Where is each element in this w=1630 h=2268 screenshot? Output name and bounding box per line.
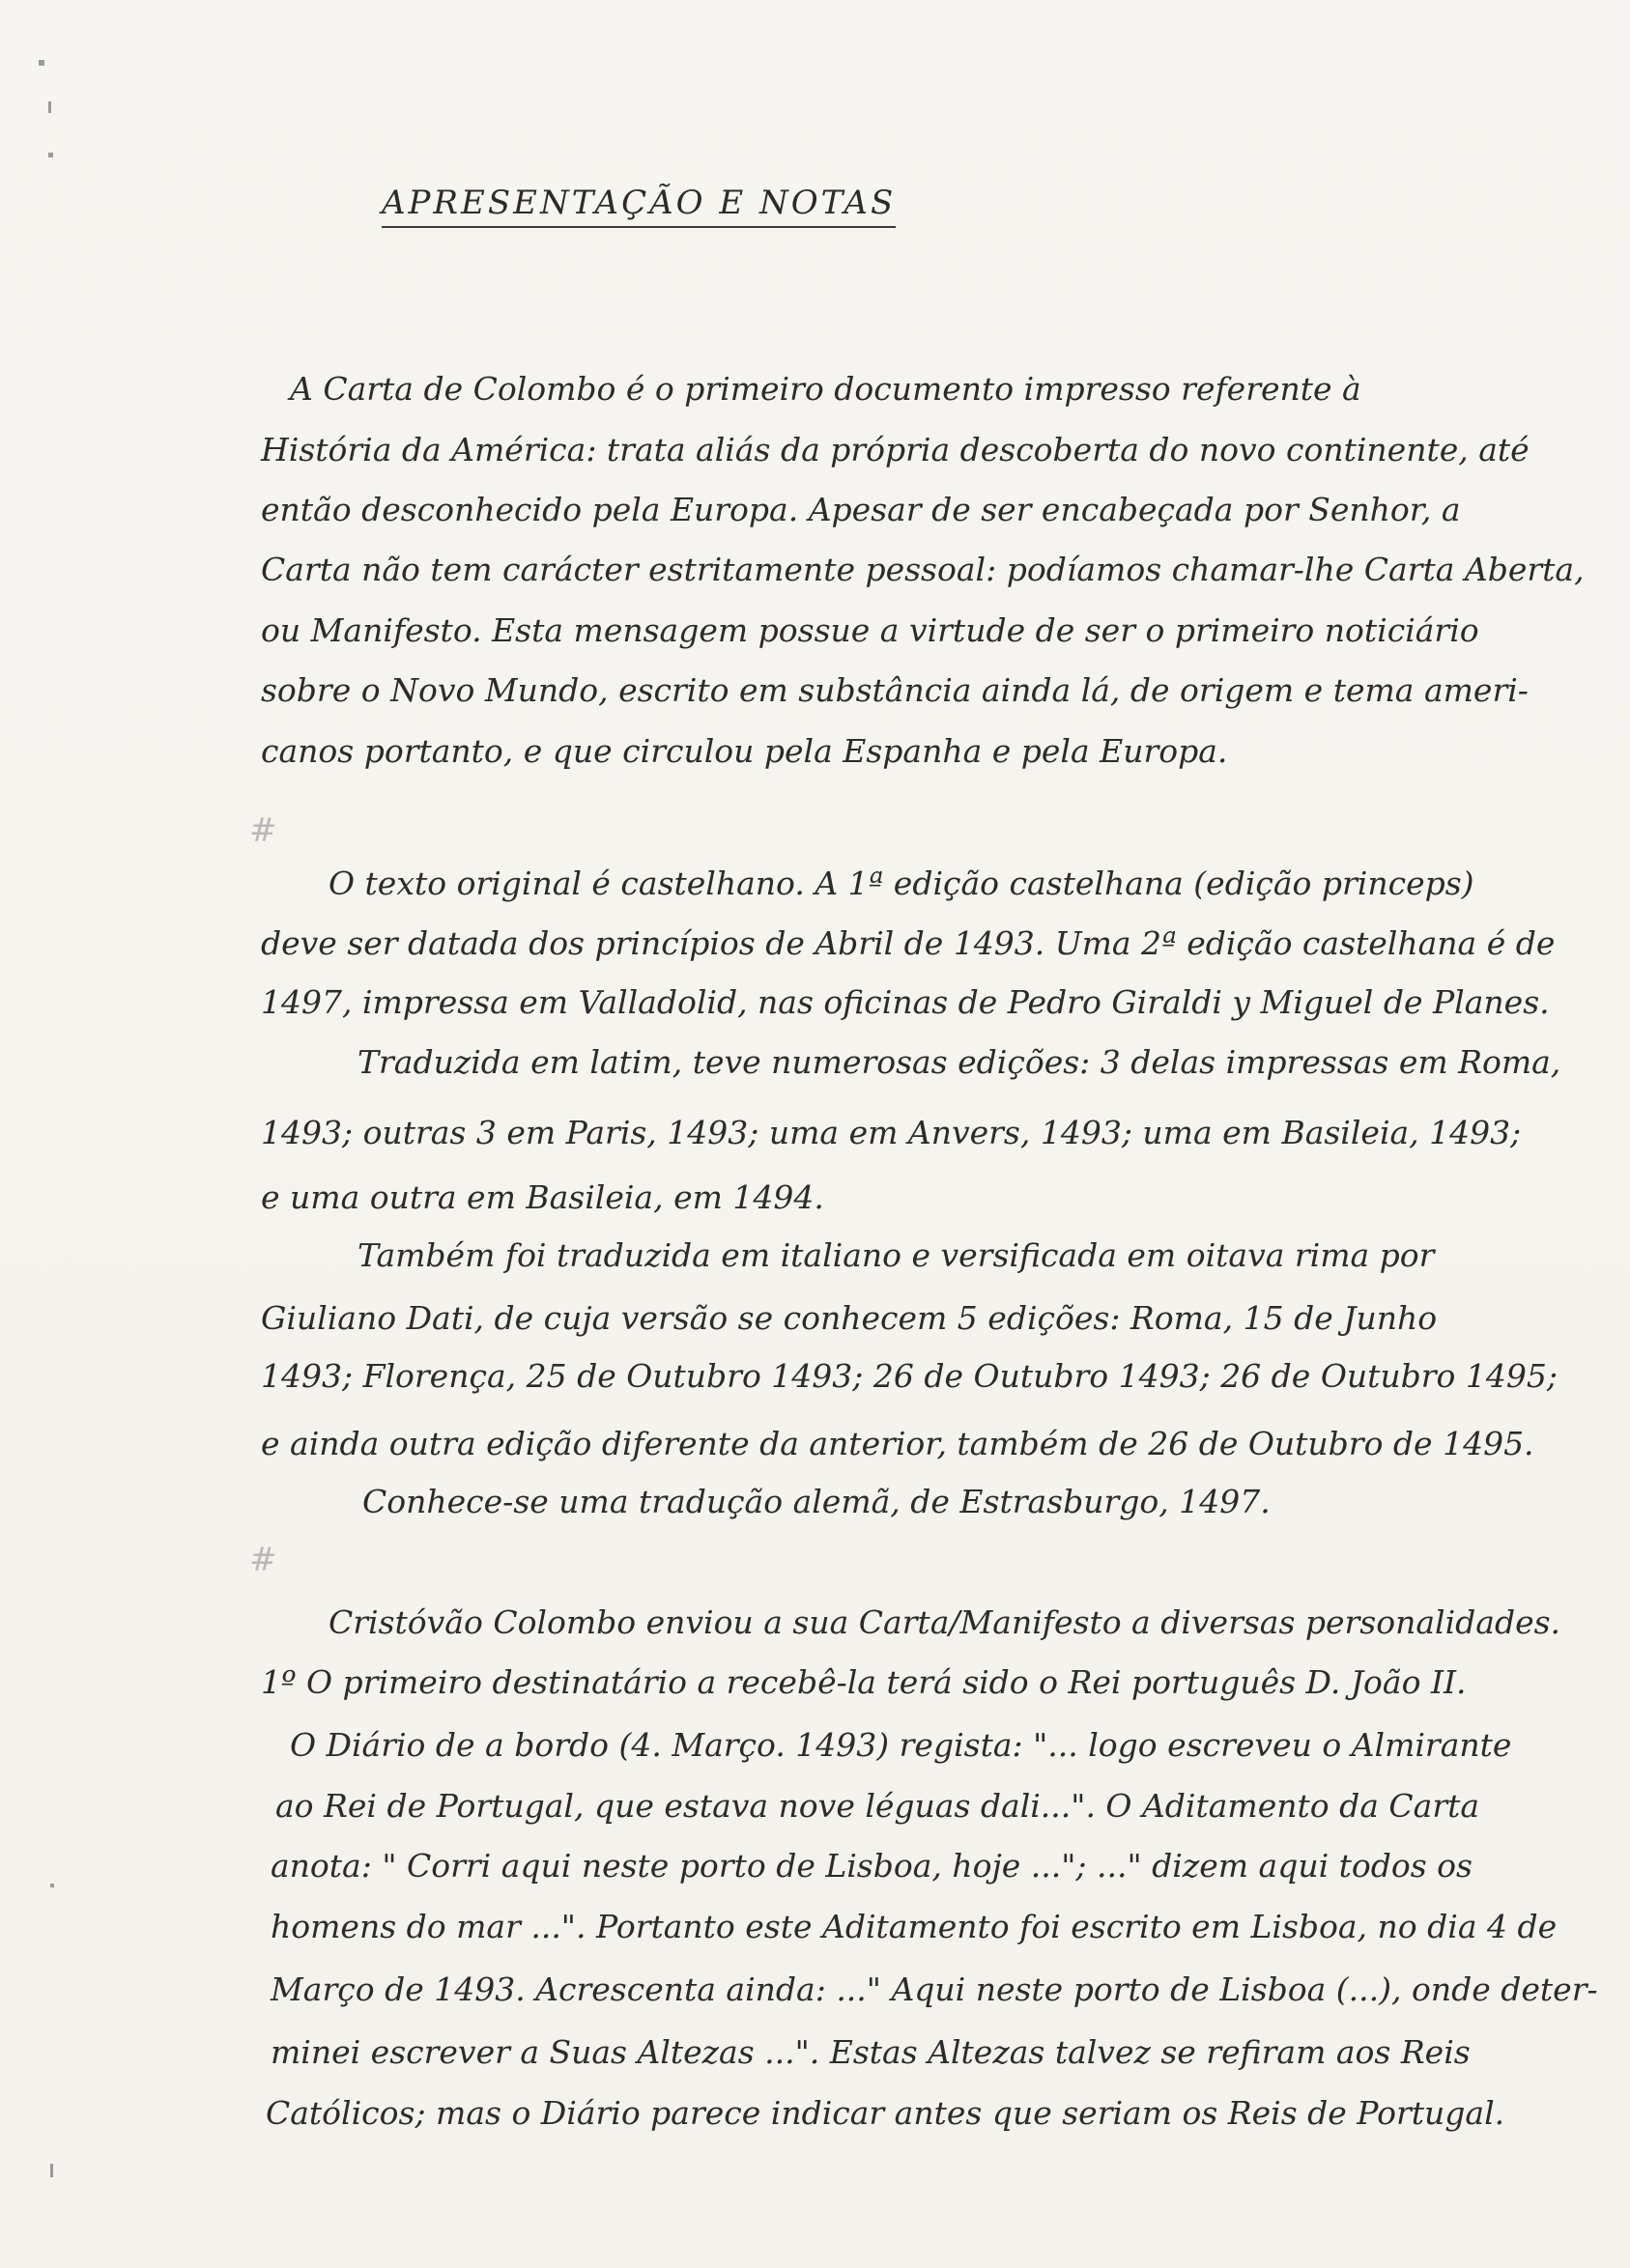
paragraph-line: A Carta de Colombo é o primeiro documento impresso referente à	[290, 370, 1361, 408]
paragraph-line: Março de 1493. Acrescenta ainda: ..." Aqui neste porto de Lisboa (...), onde deter-	[271, 1970, 1598, 2008]
section-mark: #	[249, 811, 277, 850]
margin-mark	[50, 1884, 54, 1887]
paragraph-line: homens do mar ...". Portanto este Aditamento foi escrito em Lisboa, no dia 4 de	[271, 1908, 1558, 1945]
paragraph-line: então desconhecido pela Europa. Apesar de ser encabeçada por Senhor, a	[261, 491, 1461, 528]
paragraph-line: 1493; outras 3 em Paris, 1493; uma em Anvers, 1493; uma em Basileia, 1493;	[261, 1114, 1522, 1151]
paragraph-line: Traduzida em latim, teve numerosas edições: 3 delas impressas em Roma,	[357, 1043, 1561, 1081]
paragraph-line: minei escrever a Suas Altezas ...". Estas Altezas talvez se refiram aos Reis	[271, 2033, 1471, 2071]
paragraph-line: 1497, impressa em Valladolid, nas oficinas de Pedro Giraldi y Miguel de Planes.	[261, 983, 1550, 1021]
paragraph-line: ao Rei de Portugal, que estava nove léguas dali...". O Aditamento da Carta	[275, 1787, 1480, 1825]
margin-mark	[50, 2164, 53, 2177]
paragraph-line: Carta não tem carácter estritamente pessoal: podíamos chamar-lhe Carta Aberta,	[261, 551, 1585, 588]
margin-mark	[48, 153, 53, 157]
paragraph-line: Conhece-se uma tradução alemã, de Estrasburgo, 1497.	[362, 1483, 1271, 1520]
paragraph-line: canos portanto, e que circulou pela Espanha e pela Europa.	[261, 732, 1228, 770]
paragraph-line: 1º O primeiro destinatário a recebê-la terá sido o Rei português D. João II.	[261, 1663, 1467, 1701]
paragraph-line: O texto original é castelhano. A 1ª edição castelhana (edição princeps)	[329, 865, 1474, 902]
paragraph-line: Giuliano Dati, de cuja versão se conhecem 5 edições: Roma, 15 de Junho	[261, 1299, 1438, 1337]
paragraph-line: História da América: trata aliás da própria descoberta do novo continente, até	[261, 431, 1530, 468]
margin-mark	[48, 101, 51, 113]
paragraph-line: Também foi traduzida em italiano e versificada em oitava rima por	[357, 1236, 1435, 1274]
paragraph-line: e ainda outra edição diferente da anterior, também de 26 de Outubro de 1495.	[261, 1425, 1534, 1462]
paragraph-line: O Diário de a bordo (4. Março. 1493) regista: "... logo escreveu o Almirante	[290, 1726, 1512, 1764]
paragraph-line: Católicos; mas o Diário parece indicar antes que seriam os Reis de Portugal.	[266, 2094, 1505, 2132]
paragraph-line: sobre o Novo Mundo, escrito em substância ainda lá, de origem e tema ameri-	[261, 671, 1529, 709]
section-mark: #	[249, 1541, 277, 1579]
page-title: APRESENTAÇÃO E NOTAS	[382, 184, 896, 228]
paragraph-line: anota: " Corri aqui neste porto de Lisboa, hoje ..."; ..." dizem aqui todos os	[271, 1847, 1473, 1885]
paragraph-line: deve ser datada dos princípios de Abril de 1493. Uma 2ª edição castelhana é de	[261, 924, 1556, 962]
paragraph-line: Cristóvão Colombo enviou a sua Carta/Manifesto a diversas personalidades.	[329, 1603, 1561, 1641]
paragraph-line: e uma outra em Basileia, em 1494.	[261, 1178, 824, 1216]
margin-mark	[39, 60, 44, 66]
paragraph-line: ou Manifesto. Esta mensagem possue a virtude de ser o primeiro noticiário	[261, 611, 1479, 649]
paragraph-line: 1493; Florença, 25 de Outubro 1493; 26 de Outubro 1493; 26 de Outubro 1495;	[261, 1357, 1558, 1395]
